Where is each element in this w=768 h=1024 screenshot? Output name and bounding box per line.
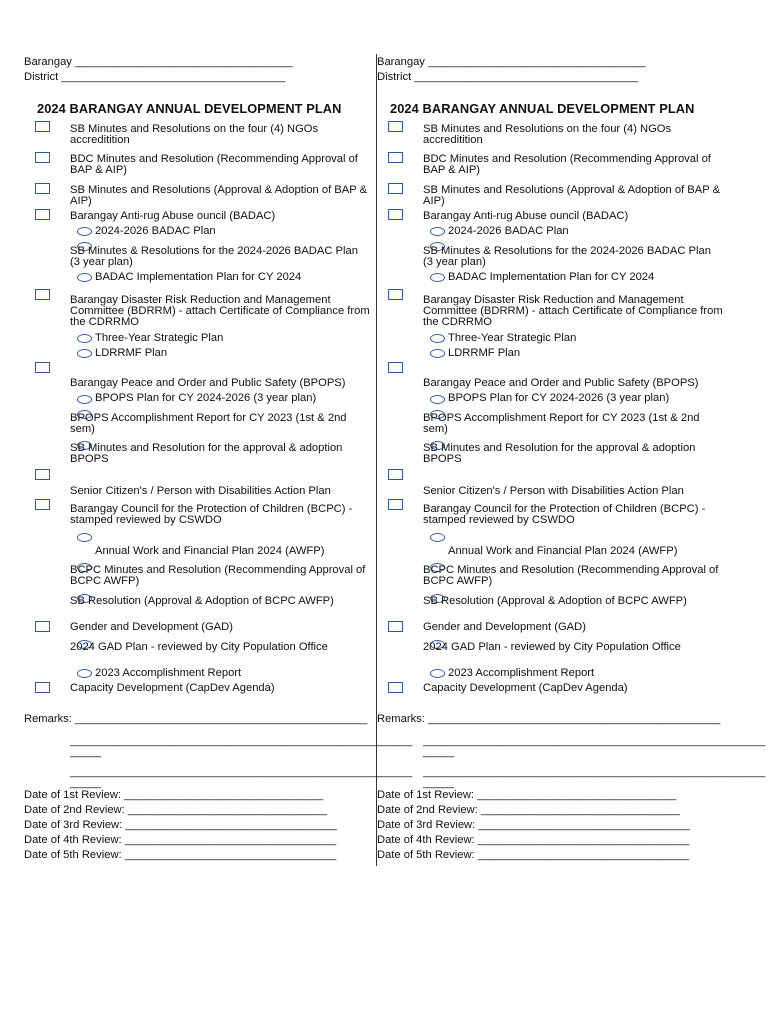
item-gad-accomp: 2023 Accomplishment Report — [448, 667, 595, 679]
radio-badac-plan[interactable] — [77, 227, 92, 236]
item-bpops-sb: SB Minutes and Resolution for the approval & adoption BPOPS — [423, 442, 696, 465]
checkbox-bdrrm[interactable] — [388, 289, 403, 300]
remarks-line-2[interactable]: _______________________________________________________ — [423, 766, 766, 778]
remarks-line-2-cont[interactable]: _____ — [423, 777, 455, 789]
item-sb-awfp: SB Resolution (Approval & Adoption of BCPC AWFP) — [423, 595, 687, 607]
item-awfp: Annual Work and Financial Plan 2024 (AWFP) — [95, 545, 325, 557]
remarks-line-2[interactable]: _______________________________________________________ — [70, 766, 413, 778]
item-gad: Gender and Development (GAD) — [70, 621, 233, 633]
district-field[interactable]: District ____________________________________ — [377, 71, 639, 83]
item-ldrrmf: LDRRMF Plan — [95, 347, 168, 359]
item-badac: Barangay Anti-rug Abuse ouncil (BADAC) — [70, 210, 276, 222]
checkbox-bpops[interactable] — [388, 362, 403, 373]
item-ldrrmf: LDRRMF Plan — [448, 347, 521, 359]
radio-awfp[interactable] — [77, 533, 92, 542]
remarks-line-1[interactable]: _______________________________________________________ — [70, 735, 413, 747]
item-bcpc: Barangay Council for the Protection of Children (BCPC) - stamped reviewed by CSWDO — [423, 503, 706, 526]
review-date-1[interactable]: Date of 1st Review: ________________________________ — [377, 789, 677, 801]
radio-three-year[interactable] — [77, 334, 92, 343]
district-field[interactable]: District ____________________________________ — [24, 71, 286, 83]
radio-gad-accomp[interactable] — [430, 669, 445, 678]
checkbox-bcpc[interactable] — [35, 499, 50, 510]
item-senior: Senior Citizen's / Person with Disabilities Action Plan — [70, 485, 331, 497]
item-bcpc: Barangay Council for the Protection of Children (BCPC) - stamped reviewed by CSWDO — [70, 503, 353, 526]
radio-badac-impl[interactable] — [77, 273, 92, 282]
item-bpops: Barangay Peace and Order and Public Safety (BPOPS) — [70, 377, 346, 389]
review-date-3[interactable]: Date of 3rd Review: __________________________________ — [377, 819, 690, 831]
checkbox-sb-ngo[interactable] — [388, 121, 403, 132]
radio-badac-impl[interactable] — [430, 273, 445, 282]
form-copy-right — [353, 0, 766, 1024]
item-bdrrm: Barangay Disaster Risk Reduction and Management Committee (BDRRM) - attach Certificate of Compliance from the CDRRMO — [423, 294, 723, 328]
radio-three-year[interactable] — [430, 334, 445, 343]
item-bpops: Barangay Peace and Order and Public Safety (BPOPS) — [423, 377, 699, 389]
item-gad-accomp: 2023 Accomplishment Report — [95, 667, 242, 679]
item-bcpc-minutes: BCPC Minutes and Resolution (Recommending Approval of BCPC AWFP) — [423, 564, 719, 587]
item-gad: Gender and Development (GAD) — [423, 621, 586, 633]
checkbox-bdrrm[interactable] — [35, 289, 50, 300]
checkbox-sb-ngo[interactable] — [35, 121, 50, 132]
item-sb-awfp: SB Resolution (Approval & Adoption of BCPC AWFP) — [70, 595, 334, 607]
item-bpops-plan: BPOPS Plan for CY 2024-2026 (3 year plan) — [95, 392, 317, 404]
review-date-5[interactable]: Date of 5th Review: __________________________________ — [377, 849, 690, 861]
item-bpops-plan: BPOPS Plan for CY 2024-2026 (3 year plan) — [448, 392, 670, 404]
item-bpops-sb: SB Minutes and Resolution for the approval & adoption BPOPS — [70, 442, 343, 465]
checkbox-gad[interactable] — [35, 621, 50, 632]
item-capdev: Capacity Development (CapDev Agenda) — [423, 682, 628, 694]
item-three-year: Three-Year Strategic Plan — [448, 332, 577, 344]
checkbox-sb-approval[interactable] — [388, 183, 403, 194]
review-date-4[interactable]: Date of 4th Review: __________________________________ — [24, 834, 337, 846]
checkbox-senior[interactable] — [388, 469, 403, 480]
item-awfp: Annual Work and Financial Plan 2024 (AWFP) — [448, 545, 678, 557]
item-badac-plan: 2024-2026 BADAC Plan — [95, 225, 216, 237]
item-badac-sb: SB Minutes & Resolutions for the 2024-2026 BADAC Plan (3 year plan) — [70, 245, 358, 268]
checkbox-bdc[interactable] — [35, 152, 50, 163]
item-senior: Senior Citizen's / Person with Disabilities Action Plan — [423, 485, 684, 497]
item-capdev: Capacity Development (CapDev Agenda) — [70, 682, 275, 694]
item-sb-ngo: SB Minutes and Resolutions on the four (4) NGOs accreditition — [423, 123, 672, 146]
item-badac-impl: BADAC Implementation Plan for CY 2024 — [448, 271, 655, 283]
item-sb-ngo: SB Minutes and Resolutions on the four (4) NGOs accreditition — [70, 123, 319, 146]
checkbox-gad[interactable] — [388, 621, 403, 632]
remarks-line-1[interactable]: _______________________________________________________ — [423, 735, 766, 747]
review-date-1[interactable]: Date of 1st Review: ________________________________ — [24, 789, 324, 801]
checkbox-sb-approval[interactable] — [35, 183, 50, 194]
item-bpops-accomp: BPOPS Accomplishment Report for CY 2023 (1st & 2nd sem) — [423, 412, 700, 435]
item-bpops-accomp: BPOPS Accomplishment Report for CY 2023 (1st & 2nd sem) — [70, 412, 347, 435]
radio-ldrrmf[interactable] — [430, 349, 445, 358]
item-bdc: BDC Minutes and Resolution (Recommending Approval of BAP & AIP) — [423, 153, 711, 176]
review-date-3[interactable]: Date of 3rd Review: __________________________________ — [24, 819, 337, 831]
radio-bpops-plan[interactable] — [77, 395, 92, 404]
checkbox-capdev[interactable] — [35, 682, 50, 693]
item-gad-plan: 2024 GAD Plan - reviewed by City Population Office — [70, 641, 328, 653]
remarks-label[interactable]: Remarks: _______________________________________________ — [24, 713, 368, 725]
checkbox-capdev[interactable] — [388, 682, 403, 693]
item-three-year: Three-Year Strategic Plan — [95, 332, 224, 344]
remarks-line-1-cont[interactable]: _____ — [70, 746, 102, 758]
review-date-2[interactable]: Date of 2nd Review: ________________________________ — [377, 804, 680, 816]
item-badac: Barangay Anti-rug Abuse ouncil (BADAC) — [423, 210, 629, 222]
radio-bpops-plan[interactable] — [430, 395, 445, 404]
item-sb-approval: SB Minutes and Resolutions (Approval & Adoption of BAP & AIP) — [423, 184, 721, 207]
item-bdc: BDC Minutes and Resolution (Recommending Approval of BAP & AIP) — [70, 153, 358, 176]
checkbox-bpops[interactable] — [35, 362, 50, 373]
checkbox-bdc[interactable] — [388, 152, 403, 163]
remarks-line-2-cont[interactable]: _____ — [70, 777, 102, 789]
review-date-2[interactable]: Date of 2nd Review: ________________________________ — [24, 804, 327, 816]
item-badac-sb: SB Minutes & Resolutions for the 2024-2026 BADAC Plan (3 year plan) — [423, 245, 711, 268]
item-bcpc-minutes: BCPC Minutes and Resolution (Recommending Approval of BCPC AWFP) — [70, 564, 366, 587]
item-sb-approval: SB Minutes and Resolutions (Approval & Adoption of BAP & AIP) — [70, 184, 368, 207]
radio-ldrrmf[interactable] — [77, 349, 92, 358]
checkbox-badac[interactable] — [388, 209, 403, 220]
review-date-4[interactable]: Date of 4th Review: __________________________________ — [377, 834, 690, 846]
item-badac-impl: BADAC Implementation Plan for CY 2024 — [95, 271, 302, 283]
radio-badac-plan[interactable] — [430, 227, 445, 236]
item-bdrrm: Barangay Disaster Risk Reduction and Management Committee (BDRRM) - attach Certificate of Compliance from the CDRRMO — [70, 294, 370, 328]
checkbox-senior[interactable] — [35, 469, 50, 480]
review-date-5[interactable]: Date of 5th Review: __________________________________ — [24, 849, 337, 861]
remarks-line-1-cont[interactable]: _____ — [423, 746, 455, 758]
radio-gad-accomp[interactable] — [77, 669, 92, 678]
form-title: 2024 BARANGAY ANNUAL DEVELOPMENT PLAN — [37, 101, 342, 116]
remarks-label[interactable]: Remarks: _______________________________________________ — [377, 713, 721, 725]
checkbox-badac[interactable] — [35, 209, 50, 220]
form-title: 2024 BARANGAY ANNUAL DEVELOPMENT PLAN — [390, 101, 695, 116]
radio-awfp[interactable] — [430, 533, 445, 542]
barangay-field[interactable]: Barangay ___________________________________ — [377, 56, 646, 68]
checkbox-bcpc[interactable] — [388, 499, 403, 510]
item-badac-plan: 2024-2026 BADAC Plan — [448, 225, 569, 237]
item-gad-plan: 2024 GAD Plan - reviewed by City Population Office — [423, 641, 681, 653]
barangay-field[interactable]: Barangay ___________________________________ — [24, 56, 293, 68]
